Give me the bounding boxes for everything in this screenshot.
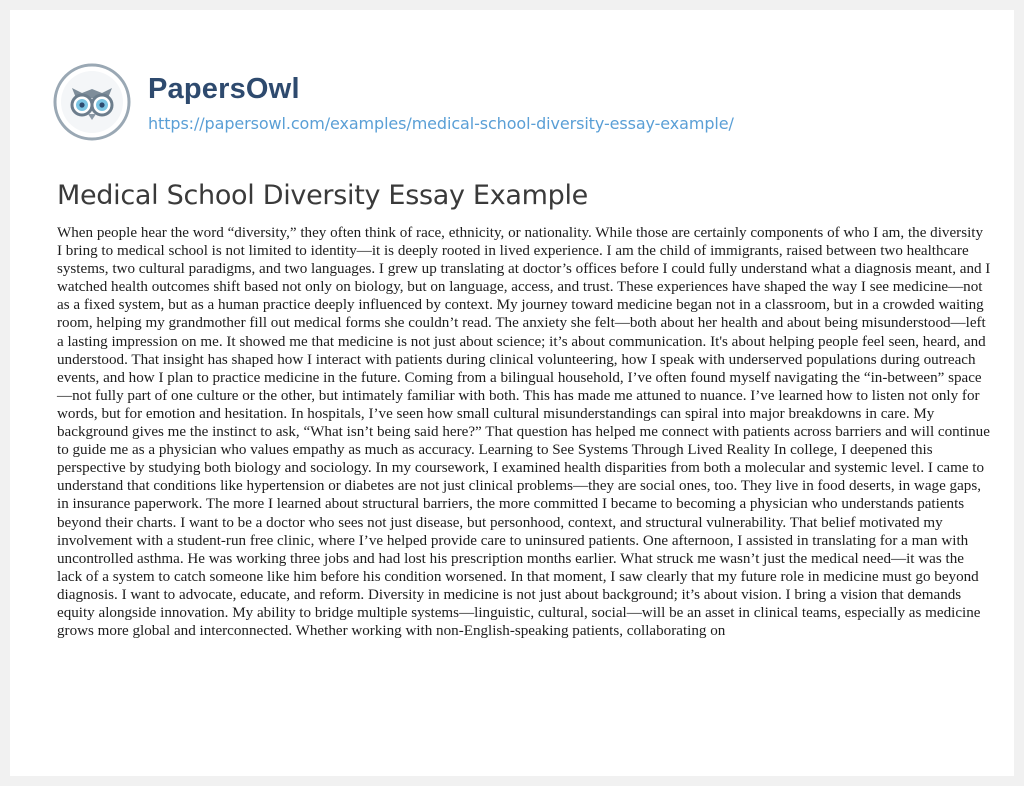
page-url[interactable]: https://papersowl.com/examples/medical-school-diversity-essay-example/ xyxy=(148,113,734,133)
essay-title: Medical School Diversity Essay Example xyxy=(57,180,588,211)
site-header xyxy=(52,62,734,142)
page-frame xyxy=(10,10,1014,776)
brand-name[interactable]: PapersOwl xyxy=(148,72,300,105)
essay-body: When people hear the word “diversity,” they often think of race, ethnicity, or nationality. While those are certainly components of who I am, the diversity I bring to medical school is not limited to identity—it is deeply rooted in lived experience. I am the child of immigrants, raised between two healthcare systems, two cultural paradigms, and two languages. I grew up translating at doctor’s offices before I could fully understand what a diagnosis meant, and I watched health outcomes shift based not only on biology, but on language, access, and trust. These experiences have shaped the way I see medicine—not as a fixed system, but as a human practice deeply influenced by context. My journey toward medicine began not in a classroom, but in a crowded waiting room, helping my grandmother fill out medical forms she couldn’t read. The anxiety she felt—both about her health and about being misunderstood—left a lasting impression on me. It showed me that medicine is not just about science; it’s about communication. It's about helping people feel seen, heard, and understood. That insight has shaped how I interact with patients during clinical volunteering, how I speak with underserved populations during outreach events, and how I plan to practice medicine in the future. Coming from a bilingual household, I’ve often found myself navigating the “in-between” space—not fully part of one culture or the other, but intimately familiar with both. This has made me attuned to nuance. I’ve learned how to listen not only for words, but for emotion and hesitation. In hospitals, I’ve seen how small cultural misunderstandings can spiral into major breakdowns in care. My background gives me the instinct to ask, “What isn’t being said here?” That question has helped me connect with patients across barriers and will continue to guide me as a physician who values empathy as much as accuracy. Learning to See Systems Through Lived Reality In college, I deepened this perspective by studying both biology and sociology. In my coursework, I examined health disparities from both a molecular and systemic level. I came to understand that conditions like hypertension or diabetes are not just clinical problems—they are social ones, too. They live in food deserts, in wage gaps, in insurance paperwork. The more I learned about structural barriers, the more committed I became to becoming a physician who understands patients beyond their charts. I want to be a doctor who sees not just disease, but personhood, context, and structural vulnerability. That belief motivated my involvement with a student-run free clinic, where I’ve helped provide care to uninsured patients. One afternoon, I assisted in translating for a man with uncontrolled asthma. He was working three jobs and had lost his prescription months earlier. What struck me wasn’t just the medical need—it was the lack of a system to catch someone like him before his condition worsened. In that moment, I saw clearly that my future role in medicine must go beyond diagnosis. I want to advocate, educate, and reform. Diversity in medicine is not just about background; it’s about vision. I bring a vision that demands equity alongside innovation. My ability to bridge multiple systems—linguistic, cultural, social—will be an asset in clinical teams, especially as medicine grows more global and interconnected. Whether working with non-English-speaking patients, collaborating on xyxy=(57,225,991,640)
owl-logo-icon[interactable] xyxy=(52,62,132,142)
brand-block xyxy=(148,72,734,133)
owl-logo-svg xyxy=(52,62,132,142)
